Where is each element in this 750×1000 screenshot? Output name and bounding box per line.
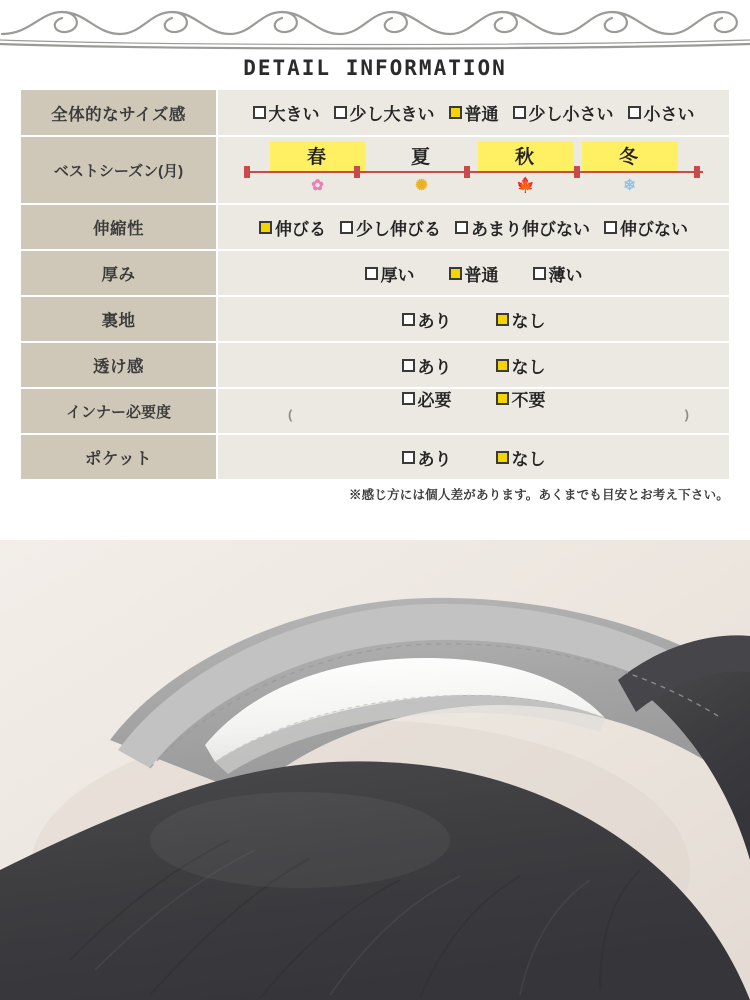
option-pocket-0[interactable]: あり [402, 445, 452, 470]
inner-paren-row [218, 406, 729, 431]
option-inner-0[interactable]: 必要 [402, 386, 452, 411]
checkbox-icon[interactable] [402, 451, 415, 464]
option-stretch-3[interactable]: 伸びない [604, 215, 688, 240]
row-label-sheerness: 透け感 [21, 342, 217, 388]
checkbox-checked-icon[interactable] [259, 221, 272, 234]
checkbox-checked-icon[interactable] [449, 267, 462, 280]
page-title: DETAIL INFORMATION [243, 56, 507, 80]
row-label-inner: インナー必要度 [21, 388, 217, 434]
table-row-season [21, 136, 729, 204]
table-row-size [21, 90, 729, 136]
paren-right: ) [684, 406, 689, 422]
table-row-inner [21, 388, 729, 434]
detail-information-table [21, 90, 729, 481]
season-axis [244, 171, 703, 173]
product-photo [0, 540, 750, 1000]
cherry-blossom-icon: ✿ [311, 177, 324, 194]
season-tag-winter: 冬 [582, 141, 678, 171]
option-size-3[interactable]: 少し小さい [513, 100, 614, 125]
option-size-1[interactable]: 少し大きい [334, 100, 435, 125]
table-row-stretch [21, 204, 729, 250]
checkbox-icon[interactable] [604, 221, 617, 234]
row-value-sheerness [217, 342, 729, 388]
option-thickness-1[interactable]: 普通 [449, 261, 499, 286]
row-value-pocket [217, 434, 729, 480]
option-lining-1[interactable]: なし [496, 307, 546, 332]
checkbox-icon[interactable] [402, 359, 415, 372]
row-label-size: 全体的なサイズ感 [21, 90, 217, 136]
checkbox-icon[interactable] [340, 221, 353, 234]
row-value-season [217, 136, 729, 204]
checkbox-checked-icon[interactable] [496, 451, 509, 464]
option-sheerness-1[interactable]: なし [496, 353, 546, 378]
checkbox-icon[interactable] [628, 106, 641, 119]
row-label-thickness: 厚み [21, 250, 217, 296]
table-row-sheerness [21, 342, 729, 388]
checkbox-icon[interactable] [334, 106, 347, 119]
option-stretch-2[interactable]: あまり伸びない [455, 215, 590, 240]
checkbox-icon[interactable] [253, 106, 266, 119]
season-tag-summer: 夏 [410, 147, 432, 168]
ornament-divider [0, 0, 750, 52]
option-size-0[interactable]: 大きい [253, 100, 320, 125]
row-label-stretch: 伸縮性 [21, 204, 217, 250]
maple-leaf-icon: 🍁 [516, 177, 535, 194]
row-value-stretch [217, 204, 729, 250]
checkbox-checked-icon[interactable] [496, 313, 509, 326]
scroll-flourish-divider-icon [0, 0, 750, 52]
table-row-lining [21, 296, 729, 342]
checkbox-icon[interactable] [402, 313, 415, 326]
checkbox-checked-icon[interactable] [496, 359, 509, 372]
checkbox-checked-icon[interactable] [449, 106, 462, 119]
table-row-thickness [21, 250, 729, 296]
row-label-season: ベストシーズン(月) [21, 136, 217, 204]
row-value-inner [217, 388, 729, 434]
sunflower-icon: ✺ [415, 177, 428, 194]
row-value-lining [217, 296, 729, 342]
option-stretch-0[interactable]: 伸びる [259, 215, 326, 240]
row-value-size [217, 90, 729, 136]
season-tag-autumn: 秋 [478, 141, 574, 171]
checkbox-icon[interactable] [365, 267, 378, 280]
checkbox-icon[interactable] [513, 106, 526, 119]
season-tag-spring: 春 [270, 141, 366, 171]
option-pocket-1[interactable]: なし [496, 445, 546, 470]
option-inner-1[interactable]: 不要 [496, 386, 546, 411]
row-value-thickness [217, 250, 729, 296]
option-sheerness-0[interactable]: あり [402, 353, 452, 378]
option-size-4[interactable]: 小さい [628, 100, 695, 125]
paren-left: ( [288, 406, 293, 422]
row-label-pocket: ポケット [21, 434, 217, 480]
disclaimer-note: ※感じ方には個人差があります。あくまでも目安とお考え下さい。 [348, 488, 729, 502]
option-thickness-2[interactable]: 薄い [533, 261, 583, 286]
checkbox-icon[interactable] [402, 392, 415, 405]
option-lining-0[interactable]: あり [402, 307, 452, 332]
option-stretch-1[interactable]: 少し伸びる [340, 215, 441, 240]
table-row-pocket [21, 434, 729, 480]
option-size-2[interactable]: 普通 [449, 100, 499, 125]
checkbox-icon[interactable] [533, 267, 546, 280]
option-thickness-0[interactable]: 厚い [365, 261, 415, 286]
row-label-lining: 裏地 [21, 296, 217, 342]
checkbox-icon[interactable] [455, 221, 468, 234]
gray-tshirt-shoulder-detail-image [0, 540, 750, 1000]
snowflake-icon: ❄ [623, 177, 636, 194]
checkbox-checked-icon[interactable] [496, 392, 509, 405]
